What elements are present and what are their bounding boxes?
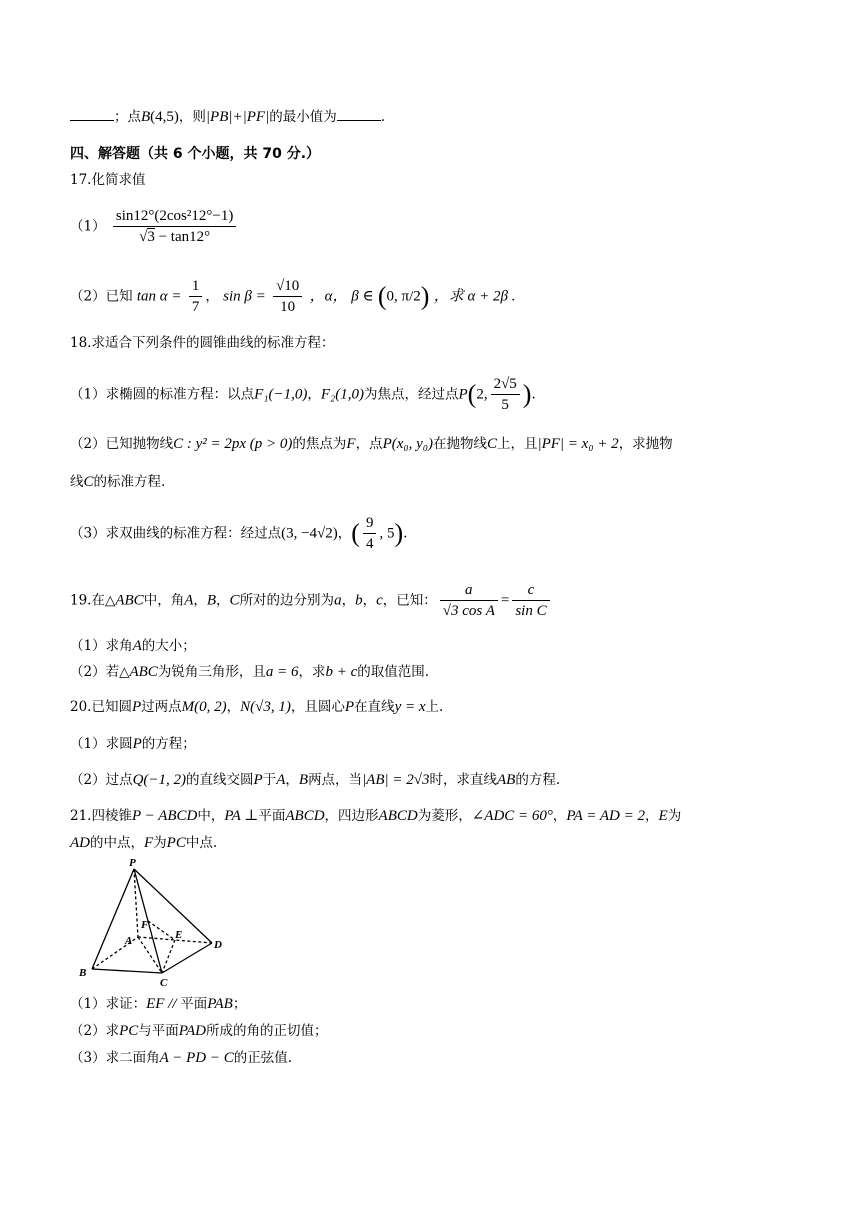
numerator: c (512, 580, 549, 601)
math: A (276, 772, 286, 788)
q20-heading: 20.已知圆P过两点M(0, 2)，N(√3, 1)，且圆心P在直线y = x上. (70, 699, 444, 715)
numerator: 2√5 (491, 374, 520, 395)
denominator: 10 (280, 299, 296, 315)
numerator: √10 (273, 276, 302, 297)
text: 上，且 (496, 436, 538, 452)
q21-part3 (70, 1048, 800, 1068)
text: 与平面 (138, 1023, 179, 1039)
math: P (132, 736, 142, 752)
math: |PF| = x₀ + 2 (537, 436, 619, 452)
math: P (253, 772, 263, 788)
math: C (83, 474, 94, 490)
math: PA = AD = 2 (566, 808, 646, 824)
text: 上. (425, 699, 444, 715)
math: sin β = (223, 288, 266, 305)
text: （1）求证： (70, 996, 147, 1012)
math: 0, π/2 (386, 288, 421, 305)
math: B (298, 772, 309, 788)
math: P(x₀, y₀) (382, 436, 433, 452)
math: c (376, 592, 383, 609)
q21-heading-cont (70, 833, 800, 853)
fraction (363, 513, 377, 554)
math: PC (119, 1023, 139, 1039)
math: P (458, 386, 468, 403)
math: PAD (178, 1023, 206, 1039)
text: 20.已知圆 (70, 699, 132, 715)
math: (3, −4√2) (281, 525, 338, 542)
denominator: 5 (501, 397, 509, 413)
text: 的方程； (141, 736, 196, 752)
math: ∠ADC = 60° (471, 808, 553, 824)
label-C: C (160, 977, 168, 989)
math: C : y² = 2px (p > 0) (173, 436, 293, 452)
math: EF // (146, 996, 181, 1012)
math: y = x (394, 699, 426, 715)
math: ABCD (378, 808, 418, 824)
edge-CD (162, 943, 212, 973)
math: C (486, 436, 497, 452)
math: ，求 α + 2β . (433, 288, 516, 305)
text: 为 (153, 835, 167, 851)
text: （1）求椭圆的标准方程：以点 (70, 386, 255, 403)
q18-heading: 18.求适合下列条件的圆锥曲线的标准方程： (70, 335, 335, 351)
math: F₂(1,0) (320, 386, 364, 403)
q21-part1 (70, 994, 800, 1014)
text: （3）求双曲线的标准方程：经过点 (70, 525, 282, 542)
math: P (131, 699, 142, 715)
math: AB (497, 772, 516, 788)
label-E: E (175, 929, 183, 941)
math: |PB|+|PF| (205, 109, 270, 125)
math: P − ABCD (131, 808, 198, 824)
numerator: 9 (363, 513, 377, 534)
text: 的中点， (90, 835, 144, 851)
radicand: 3 (147, 229, 155, 245)
math: PA ⊥ (224, 808, 259, 824)
q17-heading: 17.化简求值 (70, 172, 146, 188)
text: 19.在△ (70, 592, 116, 609)
text: （2）求 (70, 1023, 120, 1039)
text: 为菱形， (417, 808, 472, 824)
text: 的方程. (515, 772, 561, 788)
text: 为 (667, 808, 682, 824)
edge-PB (92, 869, 134, 969)
text: 平面 (180, 996, 208, 1012)
text: 的大小； (141, 638, 196, 654)
text: 所成的角的正切值； (206, 1023, 328, 1039)
denominator: 4 (365, 536, 374, 552)
text: 在抛物线 (432, 436, 487, 452)
math: ABCD (285, 808, 325, 824)
text: 过两点 (141, 699, 182, 715)
text: ；点 (114, 109, 141, 125)
text: ，四边形 (324, 808, 379, 824)
text: 线 (70, 474, 84, 490)
math: A − PD − C (159, 1050, 234, 1066)
text: （1）求角 (70, 638, 133, 654)
text: ， (645, 808, 659, 824)
numerator: a (440, 580, 498, 601)
math: B (141, 109, 151, 125)
text: 的取值范围. (357, 664, 430, 680)
label-B: B (79, 967, 87, 979)
label-A: A (125, 935, 133, 947)
math: P (344, 699, 355, 715)
text: ，已知： (382, 592, 437, 609)
math: AD (70, 835, 90, 851)
math: b + c (325, 664, 358, 680)
math: , 5 (379, 525, 395, 542)
text: 的焦点为 (292, 436, 347, 452)
q18-part1: （1）求椭圆的标准方程：以点F₁(−1,0)，F₂(1,0)为焦点，经过点P(2, $\frac{2√5}{5}$ ). (70, 376, 536, 413)
text: 的最小值为 (269, 109, 337, 125)
q21-heading: 21.四棱锥P − ABCD中，PA ⊥平面ABCD，四边形ABCD为菱形，∠ADC = 60°，PA = AD = 2，E为 (70, 808, 682, 824)
text: 为焦点，经过点 (363, 386, 459, 403)
math: PC (166, 835, 186, 851)
text: 21.四棱锥 (70, 808, 132, 824)
text: 的标准方程. (93, 474, 166, 490)
text: 中， (197, 808, 225, 824)
numerator: 1 (189, 276, 203, 297)
q19-part1 (70, 636, 800, 656)
text: ，求 (298, 664, 326, 680)
label-P: P (129, 857, 136, 869)
label: （1） (70, 218, 106, 235)
text: ，求抛物 (618, 436, 673, 452)
q18-part3: （3）求双曲线的标准方程：经过点(3, −4√2)，( $\frac{9}{4}$ , 5). (70, 515, 408, 552)
math: A (184, 592, 194, 609)
math: C (229, 592, 240, 609)
math: ，α， β ∈ (309, 288, 374, 305)
text: . (380, 109, 385, 125)
text: 于 (262, 772, 277, 788)
text: ； (232, 996, 247, 1012)
edge-BC (92, 969, 162, 973)
math: a (334, 592, 342, 609)
text: 时，求直线 (429, 772, 497, 788)
text: ，则 (178, 109, 206, 125)
text: （2）过点 (70, 772, 133, 788)
fraction (273, 276, 302, 317)
fraction (440, 580, 498, 621)
math: A (132, 638, 142, 654)
q17-part2: （2）已知 tan α = $\frac{1}{7}$ ， sin β = $\frac{√10}{10}$ ，α， β ∈ (0, π/2) ，求 α + 2β . (70, 278, 516, 315)
label: （2）已知 (70, 288, 133, 305)
text: 平面 (258, 808, 286, 824)
fraction (113, 206, 236, 247)
text: ，点 (355, 436, 383, 452)
math: M(0, 2) (181, 699, 227, 715)
math: ABC (115, 592, 144, 609)
q18-part2 (70, 434, 800, 454)
den-rest: − tan12° (154, 229, 211, 245)
math: |AB| = 2√3 (362, 772, 430, 788)
math: F (144, 835, 154, 851)
math: F (346, 436, 356, 452)
q18-part2-cont (70, 472, 800, 492)
math: PAB (207, 996, 233, 1012)
denominator: √3 cos A (442, 603, 495, 619)
label-F: F (141, 919, 149, 931)
denominator: √3 − tan12° (139, 229, 211, 245)
text: 所对的边分别为 (239, 592, 335, 609)
pyramid-figure (70, 855, 240, 990)
fraction (512, 580, 549, 621)
q20-part2: （2）过点Q(−1, 2)的直线交圆P于A，B两点，当|AB| = 2√3时，求直线AB的方程. (70, 772, 561, 788)
edge-AC (138, 937, 162, 973)
edge-PD (134, 869, 212, 943)
math: N(√3, 1) (240, 699, 291, 715)
math: b (355, 592, 363, 609)
fraction (491, 374, 520, 415)
numerator: sin12°(2cos²12°−1) (113, 206, 236, 227)
denominator: 7 (191, 299, 200, 315)
text: （3）求二面角 (70, 1050, 160, 1066)
fraction (189, 276, 203, 317)
math: B (206, 592, 217, 609)
math: a = 6 (265, 664, 299, 680)
answer-blank (70, 106, 114, 121)
text: 中，角 (143, 592, 185, 609)
text: （1）求圆 (70, 736, 133, 752)
text: ，且圆心 (290, 699, 345, 715)
math: tan α = (136, 288, 182, 305)
label-D: D (214, 939, 222, 951)
q20-part1 (70, 734, 800, 754)
text: （2）若△ (70, 664, 130, 680)
text: 中点. (185, 835, 218, 851)
text: 两点，当 (308, 772, 363, 788)
math: (4,5) (150, 109, 179, 125)
fill-blank-line (70, 106, 800, 127)
text: 的直线交圆 (186, 772, 254, 788)
q17-part1 (70, 206, 800, 247)
denominator: sin C (515, 603, 547, 619)
text: （2）已知抛物线 (70, 436, 174, 452)
q19-heading: 19.在△ABC中，角A，B，C所对的边分别为a，b，c，已知： $\frac{a}{\text{√3 cos A}}$ = $\frac{c}{\text{sin C}}$ (70, 580, 800, 621)
math: ABC (129, 664, 158, 680)
q19-part2 (70, 662, 800, 682)
math: E (658, 808, 668, 824)
text: 在直线 (354, 699, 395, 715)
math: Q(−1, 2) (132, 772, 187, 788)
edge-EC (162, 940, 175, 973)
math: F₁(−1,0) (254, 386, 308, 403)
section-heading: 四、解答题（共 6 个小题，共 70 分.） (70, 146, 321, 162)
q21-part2 (70, 1021, 800, 1041)
answer-blank (337, 106, 381, 121)
text: 的正弦值. (233, 1050, 293, 1066)
text: 为锐角三角形，且 (157, 664, 266, 680)
